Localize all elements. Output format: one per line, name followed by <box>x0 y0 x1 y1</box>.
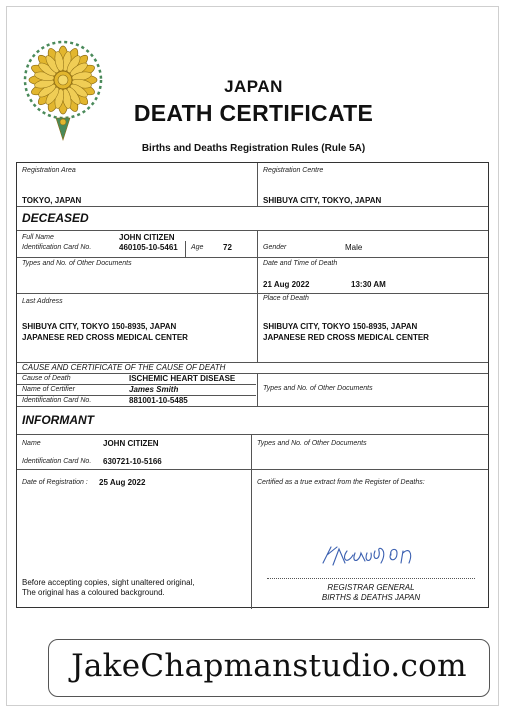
row-divider <box>17 373 488 374</box>
certificate-form <box>16 162 489 608</box>
signature-line <box>267 578 475 579</box>
certifier-id-label: Identification Card No. <box>22 397 92 404</box>
row-divider <box>17 257 488 258</box>
gender-label: Gender <box>263 244 287 251</box>
certifier-name-value: James Smith <box>129 385 179 394</box>
cause-heading: CAUSE AND CERTIFICATE OF THE CAUSE OF DEATH <box>22 363 226 372</box>
registration-date-value: 25 Aug 2022 <box>99 478 146 487</box>
last-address-line-2: JAPANESE RED CROSS MEDICAL CENTER <box>22 333 188 342</box>
informant-name-label: Name <box>22 440 41 447</box>
registration-area-label: Registration Area <box>22 167 76 174</box>
document-subtitle: Births and Deaths Registration Rules (Rule 5A) <box>141 143 366 154</box>
registration-date-label: Date of Registration : <box>22 479 88 486</box>
place-of-death-label: Place of Death <box>263 295 309 302</box>
certifier-name-label: Name of Certifier <box>22 386 75 393</box>
cause-other-documents-label: Types and No. of Other Documents <box>263 385 373 392</box>
informant-other-documents-label: Types and No. of Other Documents <box>257 440 367 447</box>
row-divider <box>17 230 488 231</box>
registration-centre-label: Registration Centre <box>263 167 324 174</box>
full-name-value: JOHN CITIZEN <box>119 233 175 242</box>
full-name-label: Full Name <box>22 234 54 241</box>
informant-id-label: Identification Card No. <box>22 458 92 465</box>
copy-note-line-2: The original has a coloured background. <box>22 588 165 597</box>
other-documents-label: Types and No. of Other Documents <box>22 260 132 267</box>
place-of-death-line-1: SHIBUYA CITY, TOKYO 150-8935, JAPAN <box>263 322 418 331</box>
last-address-line-1: SHIBUYA CITY, TOKYO 150-8935, JAPAN <box>22 322 177 331</box>
row-divider <box>17 406 488 407</box>
document-title: DEATH CERTIFICATE <box>133 100 374 126</box>
country-heading: JAPAN <box>224 77 283 96</box>
certifier-id-value: 881001-10-5485 <box>129 396 188 405</box>
certified-statement: Certified as a true extract from the Register of Deaths: <box>257 479 425 486</box>
id-card-value: 460105-10-5461 <box>119 243 178 252</box>
registrar-signature <box>317 541 422 571</box>
age-label: Age <box>191 244 204 251</box>
registrar-title-line-1: REGISTRAR GENERAL <box>327 583 415 592</box>
cause-of-death-value: ISCHEMIC HEART DISEASE <box>129 374 236 383</box>
death-date-value: 21 Aug 2022 <box>263 280 310 289</box>
column-divider <box>257 230 258 362</box>
informant-name-value: JOHN CITIZEN <box>103 439 159 448</box>
informant-id-value: 630721-10-5166 <box>103 457 162 466</box>
row-divider <box>17 206 488 207</box>
row-divider <box>17 293 488 294</box>
last-address-label: Last Address <box>22 298 63 305</box>
informant-heading: INFORMANT <box>22 413 94 427</box>
age-value: 72 <box>223 243 232 252</box>
column-divider <box>257 163 258 206</box>
death-datetime-label: Date and Time of Death <box>263 260 338 267</box>
registrar-title-line-2: BIRTHS & DEATHS JAPAN <box>321 593 421 602</box>
death-time-value: 13:30 AM <box>351 280 386 289</box>
watermark-banner <box>48 639 490 697</box>
registration-centre-value: SHIBUYA CITY, TOKYO, JAPAN <box>263 196 382 205</box>
deceased-heading: DECEASED <box>22 211 89 225</box>
row-divider <box>17 469 488 470</box>
row-divider <box>17 434 488 435</box>
column-divider <box>251 434 252 609</box>
copy-note-line-1: Before accepting copies, sight unaltered original, <box>22 578 195 587</box>
watermark-text: JakeChapmanstudio.com <box>71 648 467 684</box>
place-of-death-line-2: JAPANESE RED CROSS MEDICAL CENTER <box>263 333 429 342</box>
column-divider <box>257 373 258 406</box>
registration-area-value: TOKYO, JAPAN <box>22 196 82 205</box>
gender-value: Male <box>345 243 363 252</box>
id-card-label: Identification Card No. <box>22 244 92 251</box>
column-divider <box>185 241 186 257</box>
cause-of-death-label: Cause of Death <box>22 375 71 382</box>
